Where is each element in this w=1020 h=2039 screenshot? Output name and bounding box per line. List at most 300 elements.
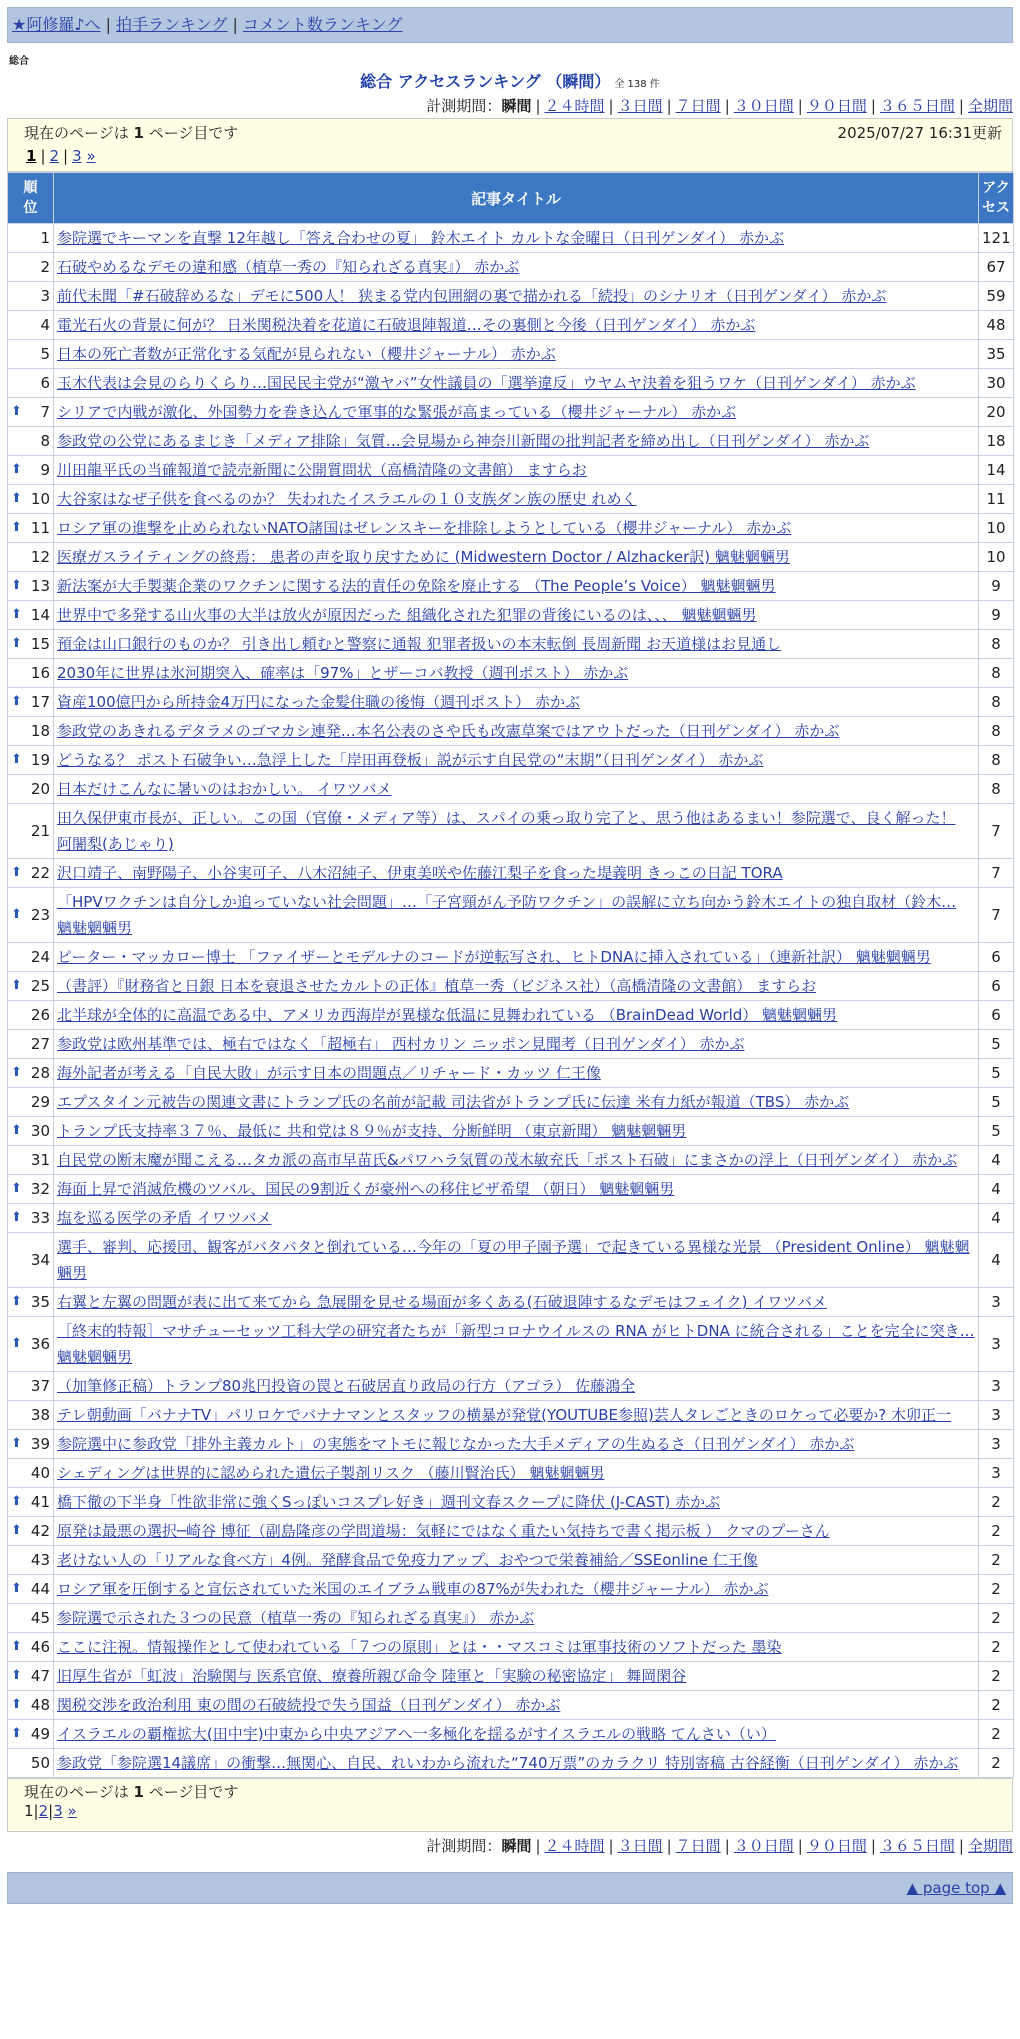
- article-link[interactable]: 前代未聞「#石破辞めるな」デモに500人！ 狭まる党内包囲網の裏で描かれる「続投」のシナリオ（日刊ゲンダイ） 赤かぶ: [57, 287, 887, 305]
- article-link[interactable]: 原発は最悪の選択─崎谷 博征（副島隆彦の学問道場：気軽にではなく重たい気持ちで書く掲示板 ） クマのプーさん: [57, 1522, 830, 1540]
- rank-cell: [8, 1204, 54, 1233]
- access-count: 9: [979, 601, 1014, 630]
- period-option-current: 瞬間: [501, 1837, 532, 1855]
- article-link[interactable]: 参院選でキーマンを直撃 12年越し「答え合わせの夏」 鈴木エイト カルトな金曜日（日刊ゲンダイ） 赤かぶ: [57, 229, 784, 247]
- title-cell: [54, 630, 979, 659]
- table-row: [8, 1575, 1014, 1604]
- rank-number: 27: [30, 1035, 50, 1053]
- title-cell: [54, 369, 979, 398]
- rank-number: 22: [30, 864, 50, 882]
- access-count: 6: [979, 1001, 1014, 1030]
- article-link[interactable]: 海面上昇で消滅危機のツバル、国民の9割近くが豪州への移住ビザ希望 （朝日） 魑魅魍魎男: [57, 1180, 675, 1198]
- rank-cell: [8, 1604, 54, 1633]
- title-cell: [54, 943, 979, 972]
- title-cell: [54, 1401, 979, 1430]
- article-link[interactable]: 自民党の断末魔が聞こえる…タカ派の高市早苗氏&パワハラ気質の茂木敏充氏「ポスト石破」にまさかの浮上（日刊ゲンダイ） 赤かぶ: [57, 1151, 958, 1169]
- article-link[interactable]: 医療ガスライティングの終焉： 患者の声を取り戻すために (Midwestern Doctor / Alzhacker訳) 魑魅魍魎男: [57, 548, 790, 566]
- table-row: [8, 688, 1014, 717]
- rank-up-arrow-icon: ⬆: [11, 1639, 22, 1654]
- article-link[interactable]: 関税交渉を政治利用 東の間の石破続投で失う国益（日刊ゲンダイ） 赤かぶ: [57, 1696, 561, 1714]
- page-link[interactable]: 2: [49, 147, 60, 165]
- period-option[interactable]: 全期間: [967, 97, 1013, 115]
- rank-number: 36: [30, 1335, 50, 1353]
- table-row: [8, 746, 1014, 775]
- table-row: [8, 659, 1014, 688]
- table-row: [8, 485, 1014, 514]
- access-count: 8: [979, 746, 1014, 775]
- rank-cell: [8, 688, 54, 717]
- rank-up-arrow-icon: ⬆: [11, 520, 22, 535]
- title-cell: [54, 888, 979, 943]
- rank-number: 33: [30, 1209, 50, 1227]
- period-option[interactable]: ３日間: [617, 97, 663, 115]
- article-link[interactable]: ロシア軍を圧倒すると宣伝されていた米国のエイブラム戦車の87%が失われた（櫻井ジャーナル） 赤かぶ: [57, 1580, 769, 1598]
- table-row: [8, 601, 1014, 630]
- rank-cell: [8, 1691, 54, 1720]
- separator: |: [608, 1837, 614, 1855]
- title-cell: [54, 514, 979, 543]
- rank-cell: [8, 369, 54, 398]
- table-row: [8, 888, 1014, 943]
- title-cell: [54, 972, 979, 1001]
- title-cell: [54, 1372, 979, 1401]
- rank-cell: [8, 543, 54, 572]
- rank-number: 34: [30, 1251, 50, 1269]
- access-count: 5: [979, 1059, 1014, 1088]
- article-link[interactable]: 選手、審判、応援団、観客がバタバタと倒れている…今年の「夏の甲子園予選」で起きている異様な光景 （President Online） 魑魅魍魎男: [57, 1238, 970, 1282]
- separator: |: [666, 1837, 672, 1855]
- rank-up-arrow-icon: ⬆: [11, 636, 22, 651]
- rank-number: 48: [30, 1696, 50, 1714]
- table-row: [8, 1175, 1014, 1204]
- table-row: [8, 1720, 1014, 1749]
- article-link[interactable]: シェディングは世界的に認められた遺伝子製剤リスク （藤川賢治氏） 魑魅魍魎男: [57, 1464, 605, 1482]
- access-count: 6: [979, 943, 1014, 972]
- access-count: 10: [979, 543, 1014, 572]
- article-link[interactable]: （加筆修正稿）トランプ80兆円投資の罠と石破居直り政局の行方（アゴラ） 佐藤鴻全: [57, 1377, 636, 1395]
- title-cell: [54, 311, 979, 340]
- table-row: [8, 253, 1014, 282]
- page-status-suffix: ページ目です: [143, 124, 239, 142]
- page-top-link[interactable]: ▲ page top ▲: [906, 1879, 1006, 1897]
- table-row: [8, 1604, 1014, 1633]
- home-link[interactable]: ★阿修羅♪へ: [12, 15, 101, 34]
- article-link[interactable]: ［終末的特報］マサチューセッツ工科大学の研究者たちが「新型コロナウイルスの RNA がヒトDNA に統合される」ことを完全に突き… 魑魅魍魎男: [57, 1322, 975, 1366]
- table-row: [8, 369, 1014, 398]
- rank-number: 44: [30, 1580, 50, 1598]
- rank-number: 16: [30, 664, 50, 682]
- rank-cell: [8, 1175, 54, 1204]
- rank-cell: [8, 427, 54, 456]
- rank-number: 20: [30, 780, 50, 798]
- col-rank-header: 順位: [8, 173, 54, 224]
- rank-number: 47: [30, 1667, 50, 1685]
- rank-number: 49: [30, 1725, 50, 1743]
- table-row: [8, 1030, 1014, 1059]
- title-cell: [54, 1146, 979, 1175]
- top-nav: [7, 7, 1013, 43]
- rank-cell: [8, 1517, 54, 1546]
- rank-number: 14: [30, 606, 50, 624]
- ranking-body: [8, 224, 1014, 1778]
- article-link[interactable]: 参院選中に参政党「排外主義カルト」の実態をマトモに報じなかった大手メディアの生ぬるさ（日刊ゲンダイ） 赤かぶ: [57, 1435, 855, 1453]
- table-row: [8, 311, 1014, 340]
- separator: |: [33, 1802, 39, 1820]
- rank-up-arrow-icon: ⬆: [11, 1294, 22, 1309]
- rank-cell: [8, 485, 54, 514]
- article-link[interactable]: トランプ氏支持率３７％、最低に 共和党は８９％が支持、分断鮮明 （東京新聞） 魑魅魍魎男: [57, 1122, 687, 1140]
- access-count: 11: [979, 485, 1014, 514]
- title-cell: [54, 1749, 979, 1778]
- access-count: 8: [979, 630, 1014, 659]
- article-link[interactable]: 「HPVワクチンは自分しか追っていない社会問題」…「子宮頸がん予防ワクチン」の誤解に立ち向かう鈴木エイトの独自取材（鈴木… 魑魅魍魎男: [57, 893, 957, 937]
- page-status-current: 1: [133, 124, 144, 142]
- article-link[interactable]: 預金は山口銀行のものか？ 引き出し頼むと警察に通報 犯罪者扱いの本末転倒 長周新聞 お天道様はお見通し: [57, 635, 782, 653]
- title-cell: [54, 224, 979, 253]
- table-row: [8, 630, 1014, 659]
- period-selector-bottom: [7, 1834, 1013, 1858]
- article-link[interactable]: 日本だけこんなに暑いのはおかしい。 イワツバメ: [57, 780, 392, 798]
- col-access-header: アクセス: [979, 173, 1014, 224]
- rank-cell: [8, 282, 54, 311]
- rank-up-arrow-icon: ⬆: [11, 578, 22, 593]
- article-link[interactable]: 田久保伊東市長が、正しい。この国（官僚・メディア等）は、スパイの乗っ取り完了と、思う他はあるまい！参院選で、良く解った！ 阿闍梨(あじゃり): [57, 809, 956, 853]
- separator: |: [666, 97, 672, 115]
- rank-cell: [8, 1430, 54, 1459]
- title-cell: [54, 1204, 979, 1233]
- article-link[interactable]: 橋下徹の下半身「性欲非常に強くSっぽいコスプレ好き」週刊文春スクープに降伏 (J-CAST) 赤かぶ: [57, 1493, 721, 1511]
- title-cell: [54, 282, 979, 311]
- comment-ranking-link[interactable]: コメント数ランキング: [242, 15, 403, 34]
- access-count: 6: [979, 972, 1014, 1001]
- period-option[interactable]: ９０日間: [806, 97, 867, 115]
- rank-cell: [8, 1288, 54, 1317]
- access-count: 20: [979, 398, 1014, 427]
- table-row: [8, 1430, 1014, 1459]
- rank-number: 17: [30, 693, 50, 711]
- table-row: [8, 1372, 1014, 1401]
- article-link[interactable]: 塩を巡る医学の矛盾 イワツバメ: [57, 1209, 272, 1227]
- pager-bottom: [7, 1778, 1013, 1832]
- title-cell: [54, 485, 979, 514]
- period-option[interactable]: ７日間: [675, 1837, 721, 1855]
- period-option[interactable]: 全期間: [967, 1837, 1013, 1855]
- access-count: 8: [979, 775, 1014, 804]
- table-row: [8, 1288, 1014, 1317]
- rank-up-arrow-icon: ⬆: [11, 1581, 22, 1596]
- table-row: [8, 427, 1014, 456]
- period-option[interactable]: ２４時間: [544, 1837, 605, 1855]
- access-count: 3: [979, 1401, 1014, 1430]
- rank-number: 18: [30, 722, 50, 740]
- rank-number: 30: [30, 1122, 50, 1140]
- rank-number: 40: [30, 1464, 50, 1482]
- rank-cell: [8, 224, 54, 253]
- rank-up-arrow-icon: ⬆: [11, 1065, 22, 1080]
- title-cell: [54, 688, 979, 717]
- page-link[interactable]: 3: [72, 147, 82, 165]
- rank-cell: [8, 1372, 54, 1401]
- access-count: 35: [979, 340, 1014, 369]
- article-link[interactable]: ピーター・マッカロー博士 「ファイザーとモデルナのコードが逆転写され、ヒトDNAに挿入されている」（連新社訳） 魑魅魍魎男: [57, 948, 931, 966]
- rank-number: 2: [40, 258, 50, 276]
- access-count: 8: [979, 688, 1014, 717]
- article-link[interactable]: 参政党は欧州基準では、極右ではなく「超極右」 西村カリン ニッポン見聞考（日刊ゲンダイ） 赤かぶ: [57, 1035, 745, 1053]
- separator: |: [797, 1837, 803, 1855]
- page-status-prefix: 現在のページは: [24, 1783, 134, 1801]
- article-link[interactable]: 川田龍平氏の当確報道で読売新聞に公開質問状（高橋清隆の文書館） ますらお: [57, 461, 587, 479]
- rank-cell: [8, 1030, 54, 1059]
- article-link[interactable]: 資産100億円から所持金4万円になった金髪住職の後悔（週刊ポスト） 赤かぶ: [57, 693, 580, 711]
- access-count: 7: [979, 888, 1014, 943]
- article-link[interactable]: テレ朝動画「バナナTV」パリロケでバナナマンとスタッフの横暴が発覚(YOUTUBE参照)芸人タレごときのロケって必要か? 木卯正一: [57, 1406, 952, 1424]
- access-count: 2: [979, 1691, 1014, 1720]
- title-cell: [54, 1604, 979, 1633]
- updated-timestamp: 2025/07/27 16:31更新: [837, 124, 1002, 142]
- table-row: [8, 804, 1014, 859]
- article-link[interactable]: イスラエルの覇権拡大(田中宇)中東から中央アジアへ一多極化を揺るがすイスラエルの戦略 てんさい（い）: [57, 1725, 776, 1743]
- period-option[interactable]: ３０日間: [733, 1837, 794, 1855]
- rank-cell: [8, 1317, 54, 1372]
- article-link[interactable]: 世界中で多発する山火事の大半は放火が原因だった 組織化された犯罪の背後にいるのは、、、 魑魅魍魎男: [57, 606, 757, 624]
- table-row: [8, 282, 1014, 311]
- title-cell: [54, 601, 979, 630]
- rank-cell: [8, 253, 54, 282]
- article-link[interactable]: エプスタイン元被告の関連文書にトランプ氏の名前が記載 司法省がトランプ氏に伝達 米有力紙が報道（TBS） 赤かぶ: [57, 1093, 850, 1111]
- title-cell: [54, 804, 979, 859]
- title-cell: [54, 659, 979, 688]
- title-cell: [54, 1546, 979, 1575]
- table-row: [8, 1459, 1014, 1488]
- page-title: 総合 アクセスランキング （瞬間）: [360, 72, 611, 91]
- rank-number: 50: [30, 1754, 50, 1772]
- table-row: [8, 1088, 1014, 1117]
- rank-cell: [8, 717, 54, 746]
- page: [7, 7, 1013, 1904]
- rank-cell: [8, 972, 54, 1001]
- article-link[interactable]: 右翼と左翼の問題が表に出て来てから 急展開を見せる場面が多くある(石破退陣するなデモはフェイク) イワツバメ: [57, 1293, 827, 1311]
- article-link[interactable]: 日本の死亡者数が正常化する気配が見られない（櫻井ジャーナル） 赤かぶ: [57, 345, 556, 363]
- article-link[interactable]: 沢口靖子、南野陽子、小谷実可子、八木沼純子、伊東美咲や佐藤江梨子を食った堤義明 きっこの日記 TORA: [57, 864, 783, 882]
- rank-up-arrow-icon: ⬆: [11, 978, 22, 993]
- rank-cell: [8, 1575, 54, 1604]
- table-row: [8, 717, 1014, 746]
- title-cell: [54, 1117, 979, 1146]
- access-count: 7: [979, 804, 1014, 859]
- rank-up-arrow-icon: ⬆: [11, 1523, 22, 1538]
- table-row: [8, 1691, 1014, 1720]
- separator: |: [48, 1802, 54, 1820]
- title-cell: [54, 253, 979, 282]
- separator: |: [724, 1837, 730, 1855]
- rank-cell: [8, 1401, 54, 1430]
- article-link[interactable]: 参政党の公党にあるまじき「メディア排除」気質…会見場から神奈川新聞の批判記者を締め出し（日刊ゲンダイ） 赤かぶ: [57, 432, 870, 450]
- page-status-suffix: ページ目です: [143, 1783, 239, 1801]
- article-link[interactable]: 新法案が大手製薬企業のワクチンに関する法的責任の免除を廃止する （The People’s Voice） 魑魅魍魎男: [57, 577, 776, 595]
- rank-cell: [8, 888, 54, 943]
- title-cell: [54, 859, 979, 888]
- next-page-link[interactable]: »: [67, 1802, 77, 1820]
- article-link[interactable]: 玉木代表は会見のらりくらり…国民民主党が“激ヤバ”女性議員の「選挙違反」ウヤムヤ決着を狙うワケ（日刊ゲンダイ） 赤かぶ: [57, 374, 916, 392]
- period-option[interactable]: ３６５日間: [879, 1837, 955, 1855]
- rank-number: 23: [30, 906, 50, 924]
- period-option[interactable]: ３０日間: [733, 97, 794, 115]
- bottom-bar: [7, 1872, 1013, 1904]
- access-count: 59: [979, 282, 1014, 311]
- table-row: [8, 943, 1014, 972]
- article-link[interactable]: 参政党のあきれるデタラメのゴマカシ連発…本名公表のさや氏も改憲草案ではアウトだった（日刊ゲンダイ） 赤かぶ: [57, 722, 840, 740]
- rank-cell: [8, 775, 54, 804]
- access-count: 5: [979, 1088, 1014, 1117]
- rank-number: 28: [30, 1064, 50, 1082]
- access-count: 30: [979, 369, 1014, 398]
- separator: |: [724, 97, 730, 115]
- page-status: [24, 1783, 238, 1801]
- period-option[interactable]: ３日間: [617, 1837, 663, 1855]
- table-row: [8, 1633, 1014, 1662]
- rank-cell: [8, 601, 54, 630]
- table-row: [8, 1517, 1014, 1546]
- separator: |: [797, 97, 803, 115]
- access-count: 14: [979, 456, 1014, 485]
- access-count: 3: [979, 1430, 1014, 1459]
- title-cell: [54, 775, 979, 804]
- article-link[interactable]: 海外記者が考える「自民大敗」が示す日本の問題点／リチャード・カッツ 仁王像: [57, 1064, 601, 1082]
- title-cell: [54, 1662, 979, 1691]
- table-row: [8, 340, 1014, 369]
- access-count: 67: [979, 253, 1014, 282]
- col-title-header: 記事タイトル: [54, 173, 979, 224]
- rank-cell: [8, 1088, 54, 1117]
- rank-cell: [8, 1001, 54, 1030]
- title-cell: [54, 1288, 979, 1317]
- table-row: [8, 224, 1014, 253]
- rank-number: 38: [30, 1406, 50, 1424]
- title-cell: [54, 1088, 979, 1117]
- table-row: [8, 859, 1014, 888]
- article-link[interactable]: シリアで内戦が激化、外国勢力を巻き込んで軍事的な緊張が高まっている（櫻井ジャーナル） 赤かぶ: [57, 403, 737, 421]
- rank-number: 3: [40, 287, 50, 305]
- title-cell: [54, 1430, 979, 1459]
- pager-status-line: [24, 121, 1002, 145]
- rank-number: 43: [30, 1551, 50, 1569]
- table-row: [8, 1546, 1014, 1575]
- section-label: 総合: [9, 56, 29, 67]
- rank-up-arrow-icon: ⬆: [11, 404, 22, 419]
- applause-ranking-link[interactable]: 拍手ランキング: [115, 15, 228, 34]
- access-count: 2: [979, 1546, 1014, 1575]
- title-cell: [54, 1175, 979, 1204]
- rank-number: 12: [30, 548, 50, 566]
- article-link[interactable]: 石破やめるなデモの違和感（植草一秀の『知られざる真実』） 赤かぶ: [57, 258, 520, 276]
- access-count: 5: [979, 1117, 1014, 1146]
- title-cell: [54, 340, 979, 369]
- article-link[interactable]: 電光石火の背景に何が？ 日米関税決着を花道に石破退陣報道…その裏側と今後（日刊ゲンダイ） 赤かぶ: [57, 316, 756, 334]
- article-link[interactable]: 旧厚生省が「虹波」治験関与 医系官僚、療養所親び命令 陸軍と「実験の秘密協定」 舞岡閑谷: [57, 1667, 687, 1685]
- rank-cell: [8, 572, 54, 601]
- rank-number: 46: [30, 1638, 50, 1656]
- rank-cell: [8, 943, 54, 972]
- separator: |: [63, 147, 69, 165]
- article-link[interactable]: 参院選で示された３つの民意（植草一秀の『知られざる真実』） 赤かぶ: [57, 1609, 535, 1627]
- period-option[interactable]: ３６５日間: [879, 97, 955, 115]
- rank-number: 15: [30, 635, 50, 653]
- table-row: [8, 1001, 1014, 1030]
- table-row: [8, 1317, 1014, 1372]
- article-link[interactable]: ここに注視。情報操作として使われている「７つの原則」とは・・マスコミは軍事技術のソフトだった 墨染: [57, 1638, 782, 1656]
- page-link[interactable]: 3: [53, 1802, 63, 1820]
- rank-number: 39: [30, 1435, 50, 1453]
- period-selector: [7, 94, 1013, 118]
- article-link[interactable]: 2030年に世界は氷河期突入、確率は「97%」とザーコバ教授（週刊ポスト） 赤かぶ: [57, 664, 629, 682]
- article-link[interactable]: （書評）『財務省と日銀 日本を衰退させたカルトの正体』植草一秀（ビジネス社）（高橋清隆の文書館） ますらお: [57, 977, 817, 995]
- pager-status-line: [24, 1781, 1002, 1802]
- pagination: [24, 145, 1002, 167]
- page-current: 1: [24, 1802, 34, 1820]
- title-cell: [54, 1691, 979, 1720]
- article-link[interactable]: どうなる？ ポスト石破争い…急浮上した「岸田再登板」説が示す自民党の“末期”（日刊ゲンダイ） 赤かぶ: [57, 751, 764, 769]
- access-count: 8: [979, 659, 1014, 688]
- table-row: [8, 398, 1014, 427]
- access-count: 2: [979, 1720, 1014, 1749]
- rank-cell: [8, 340, 54, 369]
- rank-number: 42: [30, 1522, 50, 1540]
- rank-up-arrow-icon: ⬆: [11, 694, 22, 709]
- rank-cell: [8, 398, 54, 427]
- article-link[interactable]: ロシア軍の進撃を止められないNATO諸国はゼレンスキーを排除しようとしている（櫻井ジャーナル） 赤かぶ: [57, 519, 792, 537]
- article-link[interactable]: 北半球が全体的に高温である中、アメリカ西海岸が異様な低温に見舞われている （BrainDead World） 魑魅魍魎男: [57, 1006, 838, 1024]
- rank-number: 8: [40, 432, 50, 450]
- separator: |: [105, 15, 111, 34]
- separator: |: [535, 97, 541, 115]
- page-link[interactable]: 2: [38, 1802, 49, 1820]
- rank-up-arrow-icon: ⬆: [11, 462, 22, 477]
- access-count: 10: [979, 514, 1014, 543]
- table-row: [8, 456, 1014, 485]
- rank-number: 10: [30, 490, 50, 508]
- access-count: 2: [979, 1517, 1014, 1546]
- period-option[interactable]: ２４時間: [544, 97, 605, 115]
- rank-up-arrow-icon: ⬆: [11, 1668, 22, 1683]
- rank-cell: [8, 659, 54, 688]
- title-cell: [54, 543, 979, 572]
- table-row: [8, 972, 1014, 1001]
- title-cell: [54, 746, 979, 775]
- title-cell: [54, 1030, 979, 1059]
- access-count: 4: [979, 1175, 1014, 1204]
- rank-up-arrow-icon: ⬆: [11, 752, 22, 767]
- article-link[interactable]: 参政党「参院選14議席」の衝撃…無関心、自民、れいわから流れた“740万票”のカラクリ 特別寄稿 古谷経衡（日刊ゲンダイ） 赤かぶ: [57, 1754, 959, 1772]
- period-option[interactable]: ７日間: [675, 97, 721, 115]
- article-link[interactable]: 老けない人の「リアルな食べ方」4例。発酵食品で免疫力アップ、おやつで栄養補給／SSEonline 仁王像: [57, 1551, 758, 1569]
- rank-cell: [8, 1233, 54, 1288]
- table-row: [8, 1146, 1014, 1175]
- period-option[interactable]: ９０日間: [806, 1837, 867, 1855]
- separator: |: [958, 1837, 964, 1855]
- article-link[interactable]: 大谷家はなぜ子供を食べるのか？ 失われたイスラエルの１０支族ダン族の歴史 れめく: [57, 490, 637, 508]
- title-cell: [54, 572, 979, 601]
- rank-cell: [8, 859, 54, 888]
- rank-cell: [8, 311, 54, 340]
- rank-cell: [8, 1488, 54, 1517]
- title-cell: [54, 1575, 979, 1604]
- next-page-link[interactable]: »: [86, 147, 96, 165]
- rank-number: 21: [30, 822, 50, 840]
- rank-up-arrow-icon: ⬆: [11, 865, 22, 880]
- title-cell: [54, 1459, 979, 1488]
- rank-number: 31: [30, 1151, 50, 1169]
- table-row: [8, 1117, 1014, 1146]
